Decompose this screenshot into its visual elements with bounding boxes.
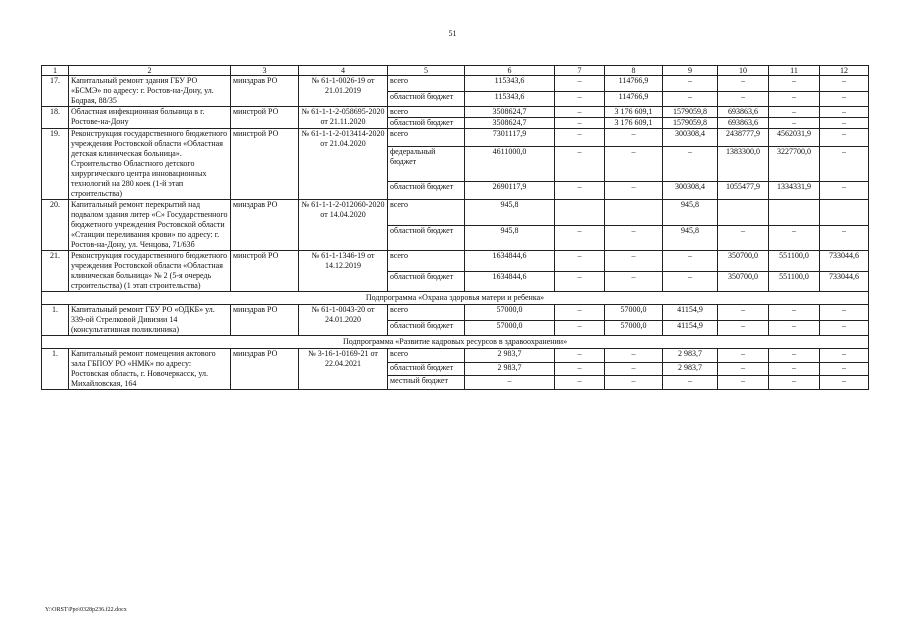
amount-cell: – — [663, 251, 718, 272]
project-name: Капитальный ремонт помещения актового зала ГБПОУ РО «НМК» по адресу: Ростовская область, г. Новочеркасск, ул. Михайловская, 164 — [69, 349, 231, 390]
amount-cell: 41154,9 — [663, 305, 718, 321]
project-name: Капитальный ремонт ГБУ РО «ОДКБ» ул. 339-ой Стрелковой Дивизии 14 (консультативная поликлиника) — [69, 305, 231, 336]
amount-cell: – — [605, 376, 663, 390]
amount-cell: – — [555, 76, 605, 92]
table-row — [42, 107, 869, 118]
amount-cell: – — [718, 76, 769, 92]
amount-cell: 57000,0 — [465, 320, 555, 336]
table-row — [42, 251, 869, 272]
amount-cell: – — [663, 376, 718, 390]
amount-cell: 693863,6 — [718, 107, 769, 118]
amount-cell: – — [605, 181, 663, 199]
amount-cell: – — [465, 376, 555, 390]
amount-cell: – — [555, 225, 605, 251]
amount-cell: – — [820, 376, 869, 390]
amount-cell: 7301117,9 — [465, 129, 555, 147]
department: минздрав РО — [231, 76, 299, 107]
amount-cell: – — [718, 305, 769, 321]
amount-cell: 693863,6 — [718, 118, 769, 129]
amount-cell: 3 176 609,1 — [605, 118, 663, 129]
amount-cell: – — [769, 362, 820, 376]
amount-cell: – — [555, 129, 605, 147]
amount-cell: 3508624,7 — [465, 107, 555, 118]
amount-cell: – — [605, 147, 663, 182]
amount-cell: 4611000,0 — [465, 147, 555, 182]
amount-cell — [605, 200, 663, 226]
amount-cell: 551100,0 — [769, 271, 820, 292]
amount-cell: – — [769, 320, 820, 336]
amount-cell: – — [820, 349, 869, 363]
amount-cell: 115343,6 — [465, 91, 555, 107]
amount-cell: 1055477,9 — [718, 181, 769, 199]
column-number: 1 — [42, 66, 69, 76]
amount-cell: – — [769, 118, 820, 129]
amount-cell — [718, 200, 769, 226]
row-number: 1. — [42, 305, 69, 336]
file-path-footer: Y:\ORST\Ppo\0328p236.f22.docx — [45, 607, 127, 613]
amount-cell: – — [605, 225, 663, 251]
funding-source: всего — [388, 305, 465, 321]
amount-cell: 945,8 — [663, 200, 718, 226]
amount-cell: 57000,0 — [465, 305, 555, 321]
amount-cell: – — [820, 91, 869, 107]
column-number: 7 — [555, 66, 605, 76]
column-number: 11 — [769, 66, 820, 76]
project-name: Капитальный ремонт здания ГБУ РО «БСМЭ» по адресу: г. Ростов-на-Дону, ул. Бодрая, 88/35 — [69, 76, 231, 107]
amount-cell — [820, 200, 869, 226]
amount-cell: – — [820, 129, 869, 147]
funding-source: всего — [388, 129, 465, 147]
amount-cell: – — [769, 76, 820, 92]
subprogram-row — [42, 336, 869, 349]
column-number: 10 — [718, 66, 769, 76]
project-name: Реконструкция государственного бюджетного учреждения Ростовской области «Областная клиническая больница» № 2 (5-я очередь строительства) (1 этап строительства) — [69, 251, 231, 292]
funding-source: областной бюджет — [388, 181, 465, 199]
amount-cell: – — [555, 376, 605, 390]
amount-cell: – — [555, 118, 605, 129]
amount-cell: – — [769, 376, 820, 390]
funding-source: областной бюджет — [388, 320, 465, 336]
amount-cell: 350700,0 — [718, 271, 769, 292]
amount-cell: – — [718, 376, 769, 390]
funding-source: местный бюджет — [388, 376, 465, 390]
amount-cell: 733044,6 — [820, 271, 869, 292]
amount-cell: – — [820, 107, 869, 118]
amount-cell: – — [555, 305, 605, 321]
amount-cell: 4562031,9 — [769, 129, 820, 147]
amount-cell: – — [718, 91, 769, 107]
amount-cell: – — [605, 362, 663, 376]
funding-source: областной бюджет — [388, 225, 465, 251]
document-number: № 61-1-1-2-013414-2020 от 21.04.2020 — [299, 129, 388, 200]
amount-cell: 2 983,7 — [663, 362, 718, 376]
amount-cell: 945,8 — [465, 225, 555, 251]
amount-cell: 2690117,9 — [465, 181, 555, 199]
funding-source: всего — [388, 200, 465, 226]
amount-cell: – — [769, 91, 820, 107]
amount-cell: 1634844,6 — [465, 251, 555, 272]
amount-cell: 300308,4 — [663, 129, 718, 147]
amount-cell: – — [605, 349, 663, 363]
amount-cell: – — [555, 91, 605, 107]
table-row — [42, 349, 869, 363]
amount-cell: – — [555, 320, 605, 336]
department: минздрав РО — [231, 305, 299, 336]
row-number: 17. — [42, 76, 69, 107]
amount-cell: – — [820, 76, 869, 92]
column-number: 9 — [663, 66, 718, 76]
amount-cell: – — [663, 76, 718, 92]
funding-source: областной бюджет — [388, 91, 465, 107]
page-number: 51 — [448, 29, 457, 38]
amount-cell: – — [605, 129, 663, 147]
funding-source: всего — [388, 76, 465, 92]
amount-cell: 2 983,7 — [465, 362, 555, 376]
column-number: 5 — [388, 66, 465, 76]
amount-cell: – — [663, 91, 718, 107]
amount-cell: 57000,0 — [605, 320, 663, 336]
department: минстрой РО — [231, 251, 299, 292]
amount-cell: 2 983,7 — [465, 349, 555, 363]
amount-cell: 945,8 — [465, 200, 555, 226]
row-number: 1. — [42, 349, 69, 390]
column-number: 3 — [231, 66, 299, 76]
subprogram-title: Подпрограмма «Развитие кадровых ресурсов в здравоохранении» — [42, 336, 869, 349]
row-number: 18. — [42, 107, 69, 129]
amount-cell: – — [605, 251, 663, 272]
amount-cell: – — [769, 305, 820, 321]
amount-cell: – — [555, 271, 605, 292]
row-number: 19. — [42, 129, 69, 200]
document-number: № 61-1-0043-20 от 24.01.2020 — [299, 305, 388, 336]
column-number-row — [42, 66, 869, 76]
funding-source: областной бюджет — [388, 118, 465, 129]
amount-cell: 114766,9 — [605, 76, 663, 92]
column-number: 8 — [605, 66, 663, 76]
amount-cell: – — [769, 225, 820, 251]
subprogram-row — [42, 292, 869, 305]
document-number: № 61-1-1346-19 от 14.12.2019 — [299, 251, 388, 292]
amount-cell: 945,8 — [663, 225, 718, 251]
amount-cell: – — [555, 147, 605, 182]
amount-cell: 3 176 609,1 — [605, 107, 663, 118]
amount-cell: 551100,0 — [769, 251, 820, 272]
column-number: 6 — [465, 66, 555, 76]
amount-cell — [555, 200, 605, 226]
amount-cell: 1383300,0 — [718, 147, 769, 182]
amount-cell: 2 983,7 — [663, 349, 718, 363]
funding-source: всего — [388, 251, 465, 272]
amount-cell: 114766,9 — [605, 91, 663, 107]
amount-cell: – — [555, 349, 605, 363]
column-number: 2 — [69, 66, 231, 76]
amount-cell: – — [769, 349, 820, 363]
amount-cell: 1579059,8 — [663, 118, 718, 129]
amount-cell: 1579059,8 — [663, 107, 718, 118]
amount-cell: – — [555, 362, 605, 376]
document-number: № 61-1-1-2-058695-2020 от 21.11.2020 — [299, 107, 388, 129]
amount-cell: 2438777,9 — [718, 129, 769, 147]
amount-cell: – — [820, 225, 869, 251]
amount-cell: 3227700,0 — [769, 147, 820, 182]
funding-source: федеральный бюджет — [388, 147, 465, 182]
amount-cell: – — [555, 251, 605, 272]
amount-cell: – — [663, 271, 718, 292]
amount-cell: 57000,0 — [605, 305, 663, 321]
department: минздрав РО — [231, 200, 299, 251]
amount-cell: – — [820, 305, 869, 321]
funding-source: областной бюджет — [388, 362, 465, 376]
budget-table — [41, 65, 869, 390]
amount-cell: – — [555, 181, 605, 199]
table-row — [42, 76, 869, 92]
amount-cell: – — [605, 271, 663, 292]
table-row — [42, 305, 869, 321]
project-name: Реконструкция государственного бюджетного учреждения Ростовской области «Областная детская клиническая больница». Строительство Областного детского хирургического центра инновационных технологий на 280 коек (1-й этап строительства) — [69, 129, 231, 200]
amount-cell: – — [663, 147, 718, 182]
funding-source: всего — [388, 107, 465, 118]
amount-cell: – — [820, 181, 869, 199]
amount-cell: – — [820, 147, 869, 182]
document-number: № 3-16-1-0169-21 от 22.04.2021 — [299, 349, 388, 390]
amount-cell: – — [820, 118, 869, 129]
column-number: 4 — [299, 66, 388, 76]
amount-cell: 733044,6 — [820, 251, 869, 272]
amount-cell: 115343,6 — [465, 76, 555, 92]
amount-cell: – — [718, 320, 769, 336]
amount-cell: – — [718, 349, 769, 363]
amount-cell: 3508624,7 — [465, 118, 555, 129]
amount-cell: – — [820, 362, 869, 376]
department: минздрав РО — [231, 349, 299, 390]
amount-cell: 350700,0 — [718, 251, 769, 272]
amount-cell: 1334331,9 — [769, 181, 820, 199]
project-name: Капитальный ремонт перекрытий над подвалом здания литер «С» Государственного бюджетного учреждения Ростовской области «Станции переливания крови» по адресу: г. Ростов-на-Дону, ул. Ченцова, 71/63б — [69, 200, 231, 251]
amount-cell — [769, 200, 820, 226]
subprogram-title: Подпрограмма «Охрана здоровья матери и ребенка» — [42, 292, 869, 305]
row-number: 20. — [42, 200, 69, 251]
project-name: Областная инфекционная больница в г. Ростове-на-Дону — [69, 107, 231, 129]
department: минстрой РО — [231, 129, 299, 200]
document-number: № 61-1-0026-19 от 21.01.2019 — [299, 76, 388, 107]
amount-cell: 300308,4 — [663, 181, 718, 199]
column-number: 12 — [820, 66, 869, 76]
funding-source: всего — [388, 349, 465, 363]
amount-cell: – — [769, 107, 820, 118]
row-number: 21. — [42, 251, 69, 292]
amount-cell: – — [555, 107, 605, 118]
amount-cell: – — [820, 320, 869, 336]
department: минстрой РО — [231, 107, 299, 129]
table-row — [42, 200, 869, 226]
amount-cell: 1634844,6 — [465, 271, 555, 292]
document-number: № 61-1-1-2-012060-2020 от 14.04.2020 — [299, 200, 388, 251]
table-row — [42, 129, 869, 147]
amount-cell: – — [718, 362, 769, 376]
amount-cell: 41154,9 — [663, 320, 718, 336]
funding-source: областной бюджет — [388, 271, 465, 292]
amount-cell: – — [718, 225, 769, 251]
